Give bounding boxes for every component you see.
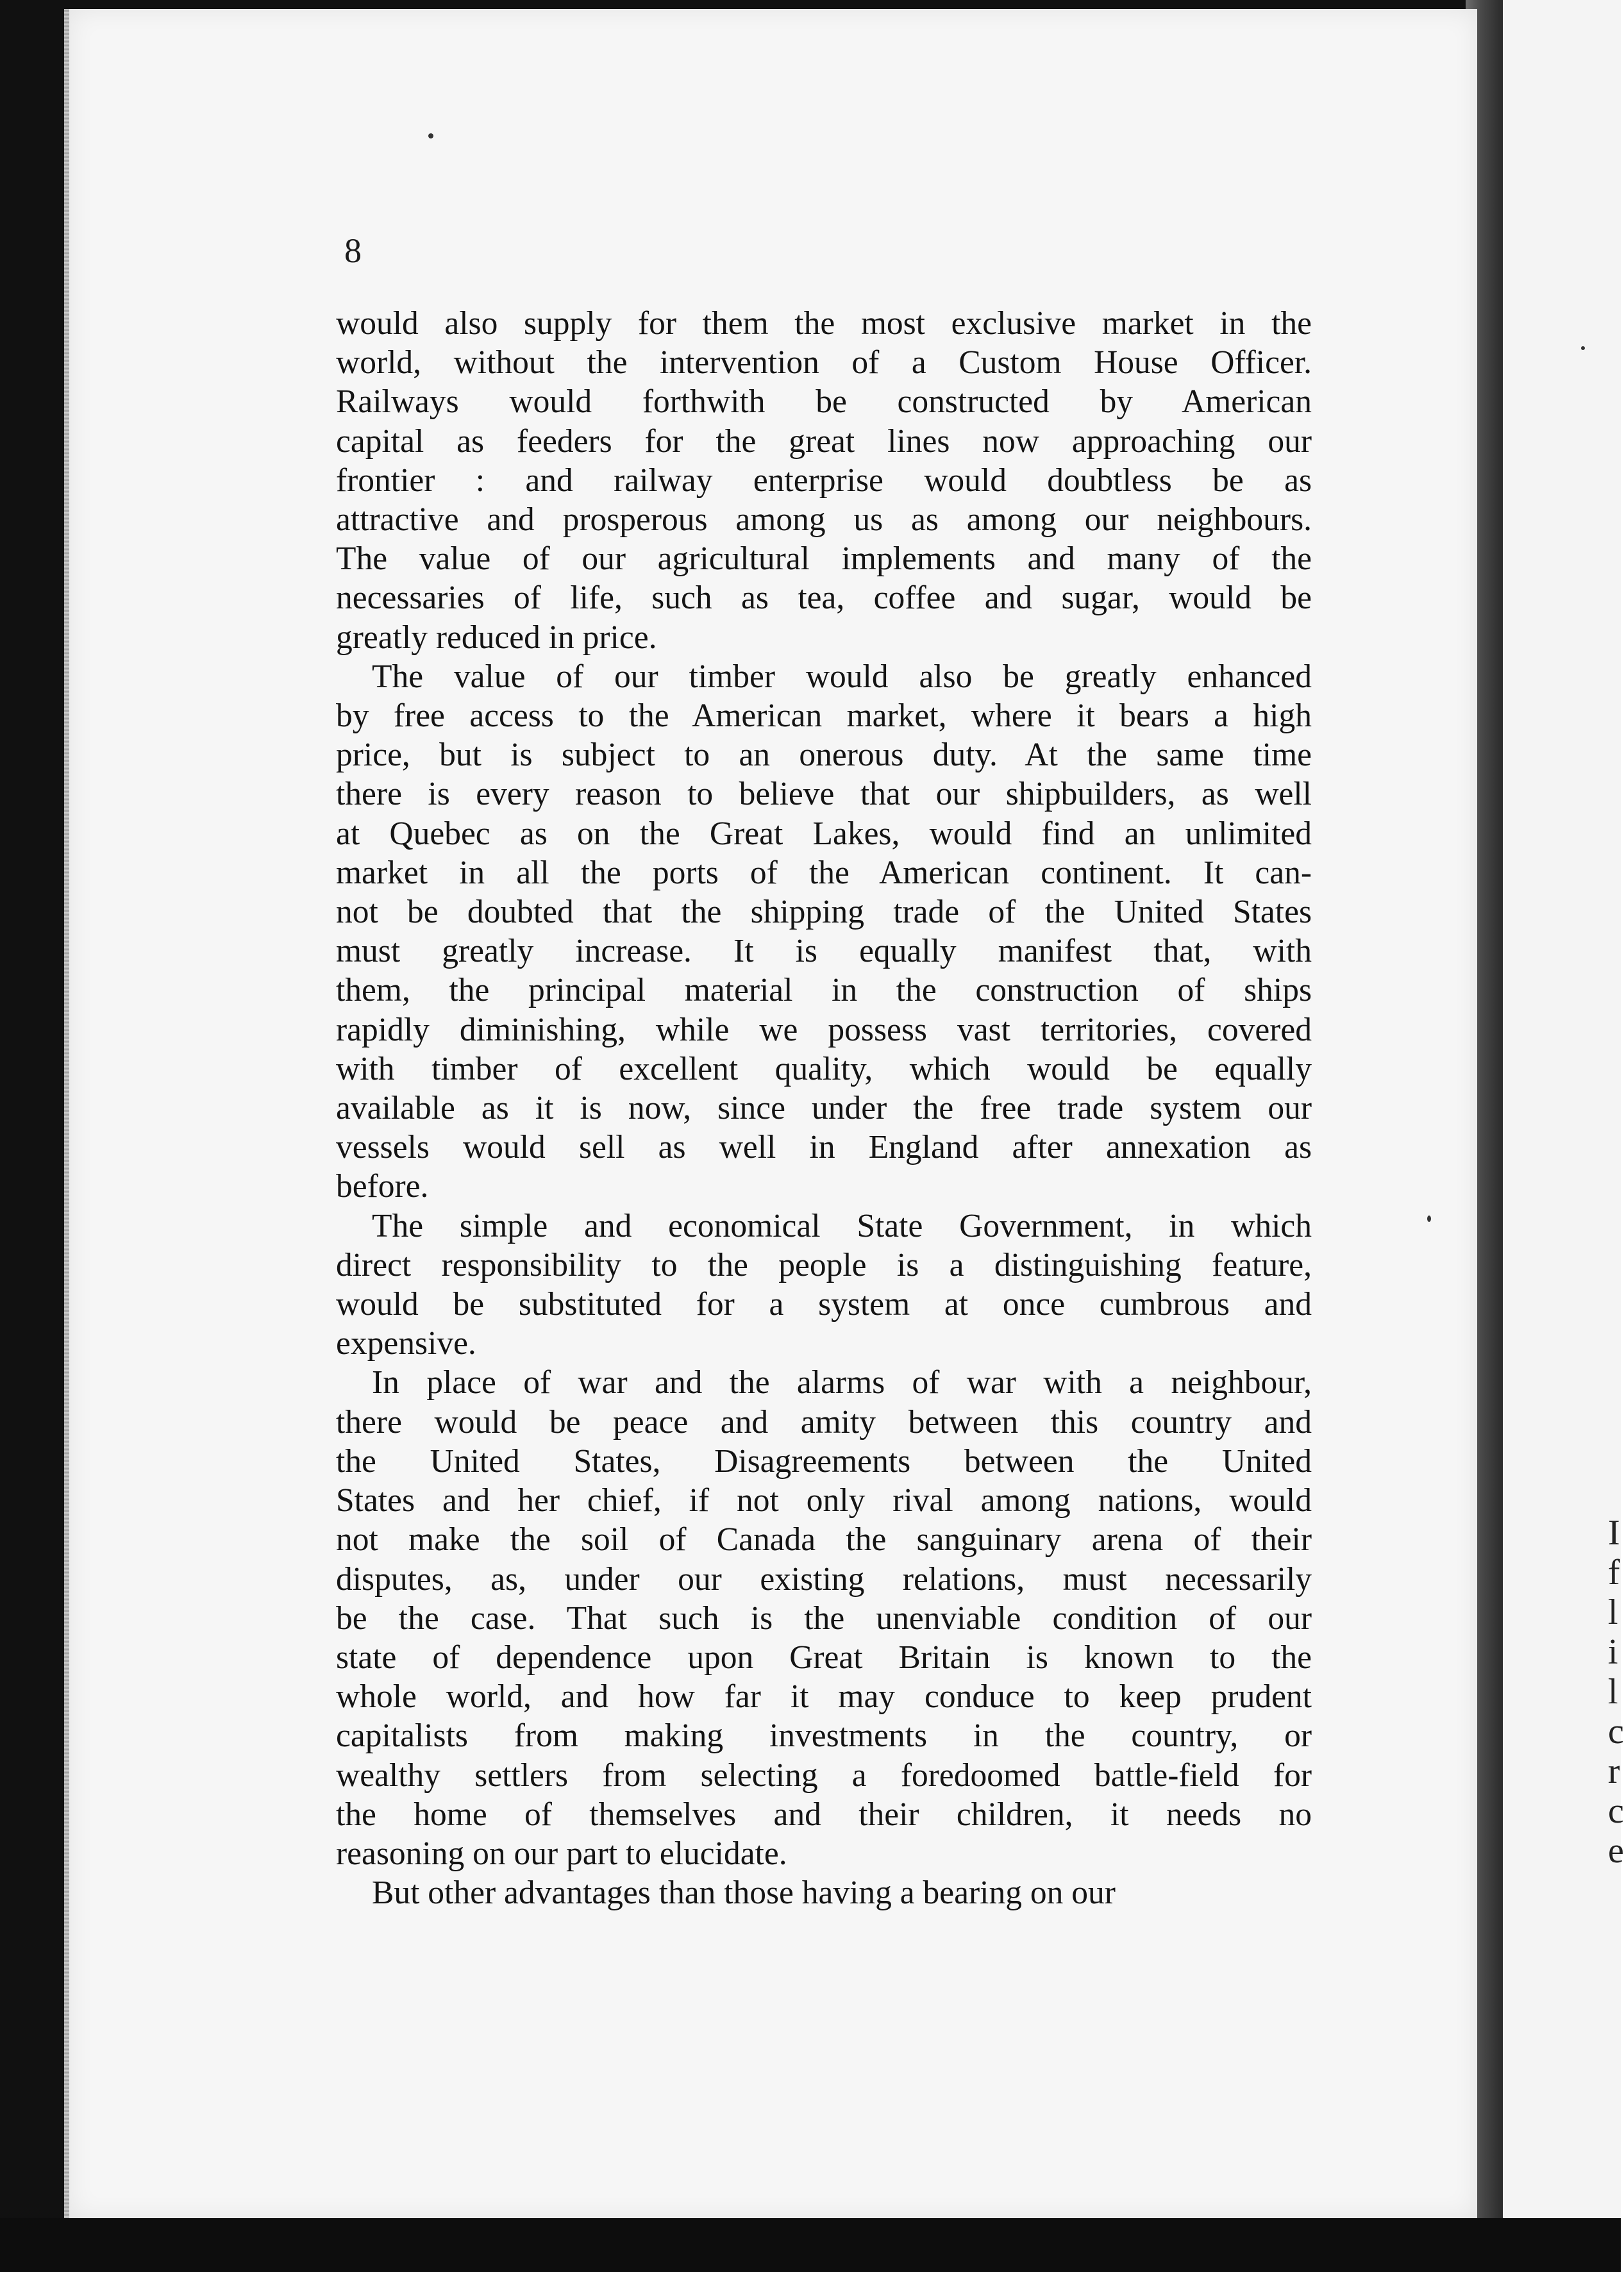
text-line: the home of themselves and their children, it needs no [336, 1796, 1312, 1833]
text-line: would also supply for them the most exclusive market in the [336, 305, 1312, 342]
text-line: the United States, Disagreements between the United [336, 1442, 1312, 1480]
text-line: at Quebec as on the Great Lakes, would find an unlimited [336, 815, 1312, 852]
text-line: The value of our agricultural implements and many of the [336, 540, 1312, 578]
text-line: world, without the intervention of a Custom House Officer. [336, 344, 1312, 381]
text-line: frontier : and railway enterprise would doubtless be as [336, 462, 1312, 499]
text-line: there would be peace and amity between this country and [336, 1403, 1312, 1441]
facing-page-fragment: r [1608, 1751, 1620, 1791]
text-line: capitalists from making investments in the country, or [336, 1717, 1312, 1755]
text-line: price, but is subject to an onerous duty. At the same time [336, 737, 1312, 774]
facing-page-fragment: i [1608, 1632, 1618, 1672]
text-line: by free access to the American market, where it bears a high [336, 697, 1312, 735]
facing-page-fragment: c [1608, 1712, 1624, 1751]
text-line: vessels would sell as well in England after annexation as [336, 1129, 1312, 1166]
text-line: necessaries of life, such as tea, coffee and sugar, would be [336, 580, 1312, 617]
text-line: with timber of excellent quality, which would be equally [336, 1050, 1312, 1087]
text-line: state of dependence upon Great Britain is known to the [336, 1639, 1312, 1676]
facing-page-fragment: c [1608, 1791, 1624, 1831]
text-line: But other advantages than those having a bearing on our [372, 1875, 1116, 1912]
text-line: In place of war and the alarms of war with a neighbour, [372, 1364, 1312, 1401]
text-line: would be substituted for a system at once cumbrous and [336, 1286, 1312, 1323]
text-line: before. [336, 1168, 429, 1205]
text-line: them, the principal material in the construction of ships [336, 972, 1312, 1009]
text-line: market in all the ports of the American continent. It can- [336, 854, 1312, 891]
text-line: The simple and economical State Government, in which [372, 1207, 1312, 1244]
text-line: Railways would forthwith be constructed by American [336, 383, 1312, 421]
facing-page-fragment: I [1608, 1513, 1620, 1553]
facing-page-fragment: l [1608, 1672, 1618, 1712]
text-line: rapidly diminishing, while we possess vast territories, covered [336, 1011, 1312, 1048]
text-line: there is every reason to believe that our shipbuilders, as well [336, 776, 1312, 813]
scan-bottom-border [0, 2218, 1621, 2272]
text-line: direct responsibility to the people is a distinguishing feature, [336, 1246, 1312, 1283]
body-text [336, 304, 1312, 1912]
text-line: attractive and prosperous among us as among our neighbours. [336, 501, 1312, 539]
text-line: must greatly increase. It is equally manifest that, with [336, 933, 1312, 970]
text-line: expensive. [336, 1325, 476, 1362]
facing-page-fragment: e [1608, 1831, 1624, 1871]
facing-page-text-fragments [1608, 1513, 1624, 1871]
facing-page-fragment: l [1608, 1592, 1618, 1632]
text-line: reasoning on our part to elucidate. [336, 1835, 787, 1872]
text-line: not be doubted that the shipping trade of the United States [336, 894, 1312, 931]
text-line: greatly reduced in price. [336, 619, 657, 656]
ink-speck [1581, 346, 1585, 350]
text-line: wealthy settlers from selecting a foredoomed battle-field for [336, 1757, 1312, 1794]
facing-page-fragment: f [1608, 1553, 1620, 1592]
text-line: The value of our timber would also be greatly enhanced [372, 658, 1312, 695]
ink-speck [1427, 1215, 1431, 1222]
text-line: disputes, as, under our existing relations, must necessarily [336, 1560, 1312, 1598]
text-line: whole world, and how far it may conduce to keep prudent [336, 1678, 1312, 1716]
page-number: 8 [344, 231, 362, 270]
text-line: States and her chief, if not only rival among nations, would [336, 1482, 1312, 1519]
text-line: capital as feeders for the great lines now approaching our [336, 422, 1312, 460]
text-line: not make the soil of Canada the sanguinary arena of their [336, 1521, 1312, 1558]
facing-page [1503, 0, 1624, 2225]
text-line: available as it is now, since under the free trade system our [336, 1090, 1312, 1127]
text-line: be the case. That such is the unenviable condition of our [336, 1600, 1312, 1637]
ink-speck [428, 133, 433, 138]
